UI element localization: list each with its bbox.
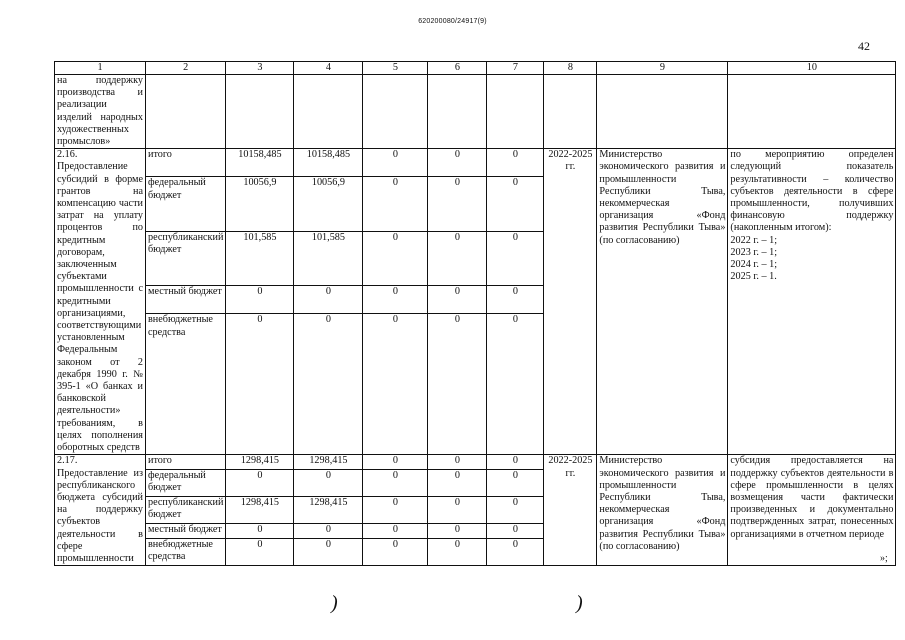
cell-value: 0	[294, 469, 363, 496]
note-line: 2025 г. – 1.	[730, 271, 777, 283]
cell-value: 0	[363, 177, 428, 231]
cell-value: 0	[226, 469, 294, 496]
cell-value: 0	[428, 455, 487, 469]
handwritten-mark: )	[331, 592, 338, 614]
note-line: 2023 г. – 1;	[730, 246, 778, 258]
table-row	[55, 149, 896, 177]
cell-value: 0	[428, 538, 487, 565]
cell-value: 10158,485	[226, 149, 294, 177]
cell-value: 0	[487, 149, 544, 177]
cell-value: 0	[487, 286, 544, 314]
cell-value: 0	[363, 496, 428, 523]
cell-value: 0	[226, 538, 294, 565]
responsible-agency: Министерство экономического развития и промышленности Республики Тыва, некоммерческая организация «Фонд развития Республики Тыва» (по согласованию)	[597, 149, 728, 455]
page-number: 42	[858, 39, 870, 53]
cell-value: 0	[487, 231, 544, 285]
cell-value: 1298,415	[226, 455, 294, 469]
note-text: по мероприятию определен следующий показатель результативности – количество субъектов деятельности в сфере промышленности, получивших финансовую поддержку (накопленным итогом):	[730, 149, 894, 234]
note-line: 2024 г. – 1;	[730, 259, 778, 271]
funding-source: федеральный бюджет	[146, 177, 226, 231]
cell-value: 0	[428, 469, 487, 496]
column-numbers-row	[55, 62, 896, 75]
funding-source: внебюджетные средства	[146, 314, 226, 455]
cell-value: 0	[363, 231, 428, 285]
column-header: 6	[428, 62, 487, 75]
column-header: 2	[146, 62, 226, 75]
responsible-agency: Министерство экономического развития и промышленности Республики Тыва, некоммерческая организация «Фонд развития Республики Тыва» (по согласованию)	[597, 455, 728, 566]
closing-quote: »;	[880, 553, 888, 564]
period: 2022-2025 гг.	[544, 455, 597, 566]
document-code: 620200080/24917(9)	[418, 18, 487, 25]
cell-value: 0	[487, 455, 544, 469]
cell-value: 10056,9	[294, 177, 363, 231]
column-header: 10	[728, 62, 896, 75]
cell-value: 0	[363, 455, 428, 469]
cell-value: 1298,415	[226, 496, 294, 523]
cell-value: 0	[294, 524, 363, 538]
carry-over-row	[55, 75, 896, 149]
cell-value: 0	[428, 231, 487, 285]
cell-value: 101,585	[294, 231, 363, 285]
column-header: 5	[363, 62, 428, 75]
handwritten-mark: )	[576, 592, 583, 614]
cell-value: 0	[428, 177, 487, 231]
cell-value: 0	[428, 149, 487, 177]
cell-value: 0	[226, 314, 294, 455]
column-header: 1	[55, 62, 146, 75]
cell-value: 0	[363, 469, 428, 496]
note-line: 2022 г. – 1;	[730, 234, 778, 246]
cell-value: 0	[363, 538, 428, 565]
funding-source: итого	[146, 149, 226, 177]
cell-value: 0	[487, 538, 544, 565]
result-note	[728, 149, 896, 455]
cell-value: 0	[428, 496, 487, 523]
cell-value: 0	[294, 538, 363, 565]
column-header: 7	[487, 62, 544, 75]
program-table	[54, 61, 896, 566]
funding-source: федеральный бюджет	[146, 469, 226, 496]
cell-value: 0	[487, 314, 544, 455]
cell-value: 0	[294, 286, 363, 314]
column-header: 4	[294, 62, 363, 75]
cell-value: 10158,485	[294, 149, 363, 177]
cell-value: 0	[363, 524, 428, 538]
funding-source: итого	[146, 455, 226, 469]
cell-value: 101,585	[226, 231, 294, 285]
cell-value: 1298,415	[294, 496, 363, 523]
column-header: 3	[226, 62, 294, 75]
cell-value: 0	[428, 286, 487, 314]
cell-value: 0	[428, 524, 487, 538]
cell-value: 0	[363, 286, 428, 314]
cell-value: 0	[487, 496, 544, 523]
measure-description: 2.16. Предоставление субсидий в форме грантов на компенсацию части затрат на уплату процентов по кредитным договорам, заключенным субъектами промышленности с кредитными организациями, соответствующими установленным Федеральным законом от 2 декабря 1990 г. № 395-1 «О банках и банковской деятельности» требованиям, в целях пополнения оборотных средств	[55, 149, 146, 455]
column-header: 8	[544, 62, 597, 75]
cell-value: 1298,415	[294, 455, 363, 469]
funding-source: местный бюджет	[146, 524, 226, 538]
carry-over-description: на поддержку производства и реализации изделий народных художественных промыслов»	[55, 75, 146, 149]
cell-value: 10056,9	[226, 177, 294, 231]
cell-value: 0	[487, 177, 544, 231]
cell-value: 0	[294, 314, 363, 455]
funding-source: внебюджетные средства	[146, 538, 226, 565]
period: 2022-2025 гг.	[544, 149, 597, 455]
funding-source: республиканский бюджет	[146, 496, 226, 523]
table-row	[55, 455, 896, 469]
result-note: субсидия предоставляется на поддержку субъектов деятельности в сфере промышленности в целях возмещения части фактически произведенных и документально подтвержденных затрат, понесенных организациями в отчетном периоде	[728, 455, 896, 566]
cell-value: 0	[487, 524, 544, 538]
cell-value: 0	[363, 149, 428, 177]
cell-value: 0	[363, 314, 428, 455]
measure-description: 2.17. Предоставление из республиканского бюджета субсидий на поддержку субъектов деятельности в сфере промышленности	[55, 455, 146, 566]
cell-value: 0	[487, 469, 544, 496]
funding-source: местный бюджет	[146, 286, 226, 314]
cell-value: 0	[226, 524, 294, 538]
cell-value: 0	[226, 286, 294, 314]
funding-source: республиканский бюджет	[146, 231, 226, 285]
cell-value: 0	[428, 314, 487, 455]
column-header: 9	[597, 62, 728, 75]
